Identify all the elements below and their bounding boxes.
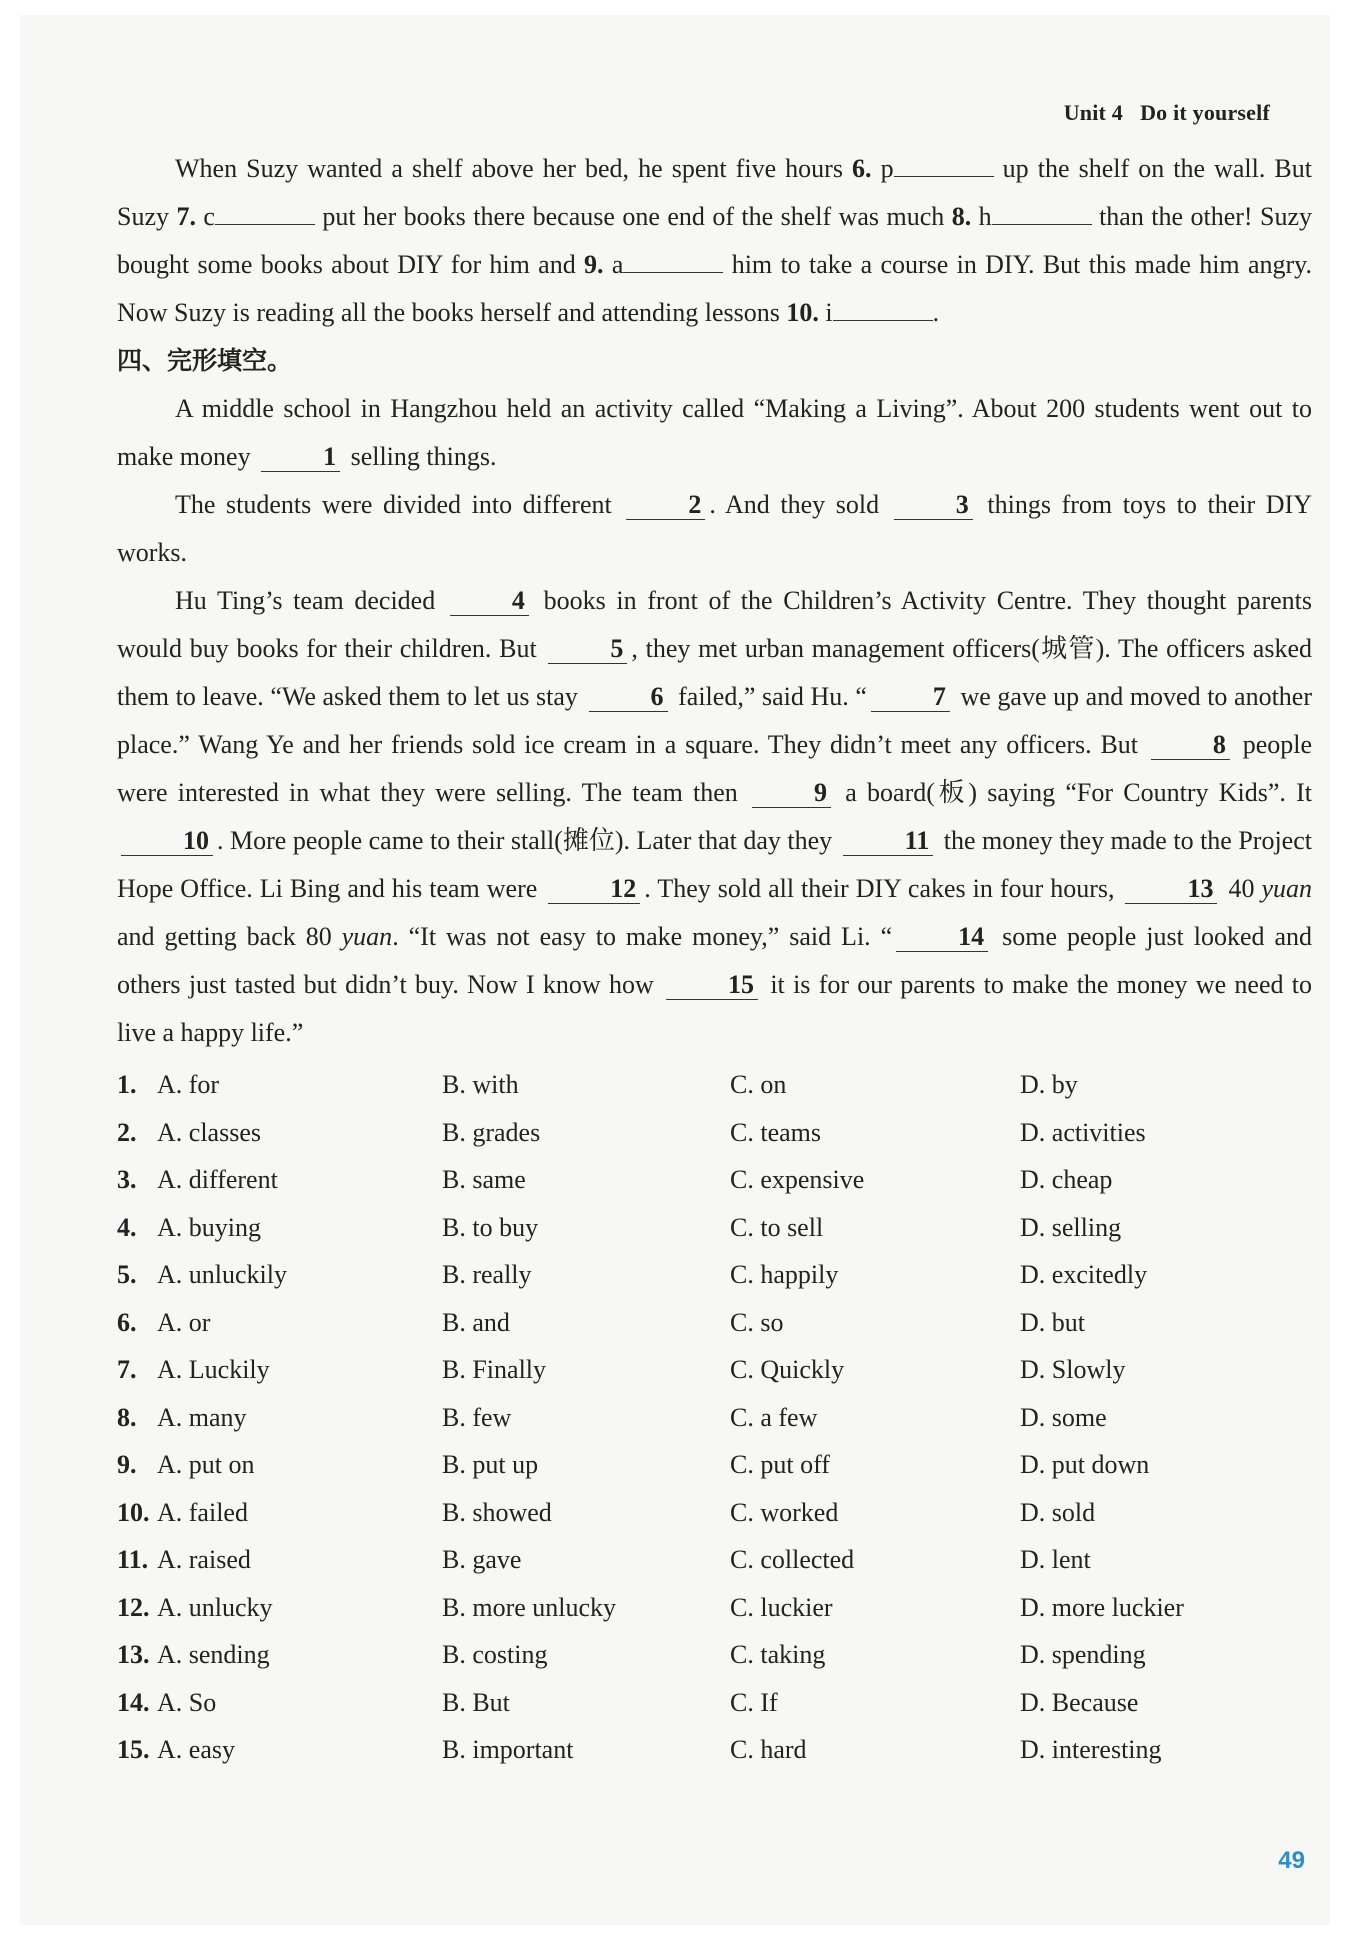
question-number: 2. bbox=[117, 1117, 137, 1147]
question-number: 11. bbox=[117, 1545, 149, 1574]
option-b[interactable]: B. to buy bbox=[442, 1212, 539, 1242]
page-header bbox=[1064, 100, 1270, 126]
answer-options bbox=[117, 1061, 1312, 1774]
option-c[interactable]: C. teams bbox=[730, 1117, 821, 1147]
option-c[interactable]: C. so bbox=[730, 1307, 784, 1337]
cloze-text: Hu Ting’s team decided bbox=[175, 586, 446, 615]
question-number: 15. bbox=[117, 1735, 150, 1764]
option-a[interactable]: A. raised bbox=[157, 1545, 251, 1574]
question-number: 12. bbox=[117, 1592, 150, 1622]
cloze-text: books in front of the Children’s Activity Centre. They thought parents would buy books for their children. But bbox=[117, 586, 1312, 663]
cloze-text: the money they made to the Project Hope Office. Li Bing and his team were bbox=[117, 826, 1312, 903]
blank-letter-6: p bbox=[871, 154, 894, 183]
option-row bbox=[117, 1109, 1312, 1157]
blank-letter-9: a bbox=[603, 250, 624, 279]
option-a[interactable]: A. So bbox=[157, 1687, 217, 1717]
cloze-blank-6[interactable]: 6 bbox=[589, 683, 668, 712]
cloze-text: selling things. bbox=[344, 442, 497, 471]
option-a[interactable]: A. sending bbox=[157, 1640, 270, 1669]
option-a[interactable]: A. different bbox=[157, 1165, 278, 1194]
option-d[interactable]: D. sold bbox=[1020, 1497, 1096, 1527]
option-c[interactable]: C. on bbox=[730, 1070, 787, 1099]
cloze-text: people were interested in what they were selling. The team then bbox=[117, 730, 1313, 807]
cloze-text: a board(板) saying “For Country Kids”. It bbox=[835, 778, 1313, 807]
option-b[interactable]: B. put up bbox=[442, 1450, 539, 1479]
option-c[interactable]: C. luckier bbox=[730, 1592, 833, 1622]
option-a[interactable]: A. failed bbox=[157, 1497, 248, 1527]
cloze-blank-11[interactable]: 11 bbox=[843, 827, 934, 856]
option-c[interactable]: C. taking bbox=[730, 1640, 826, 1669]
cloze-text: . And they sold bbox=[709, 490, 890, 519]
passage-text: than the other! Suzy bought some books about DIY for him and bbox=[117, 202, 1313, 279]
option-row bbox=[117, 1441, 1312, 1489]
option-b[interactable]: B. same bbox=[442, 1165, 526, 1194]
option-row bbox=[117, 1726, 1312, 1774]
option-d[interactable]: D. interesting bbox=[1020, 1735, 1162, 1764]
option-c[interactable]: C. Quickly bbox=[730, 1355, 845, 1384]
option-row bbox=[117, 1061, 1312, 1109]
option-c[interactable]: C. expensive bbox=[730, 1165, 865, 1194]
option-c[interactable]: C. happily bbox=[730, 1260, 839, 1289]
option-d[interactable]: D. Because bbox=[1020, 1687, 1139, 1717]
option-b[interactable]: B. really bbox=[442, 1260, 532, 1289]
option-a[interactable]: A. or bbox=[157, 1307, 211, 1337]
blank-10[interactable] bbox=[833, 294, 933, 321]
blank-8[interactable] bbox=[992, 198, 1092, 225]
option-row bbox=[117, 1631, 1312, 1679]
option-row bbox=[117, 1346, 1312, 1394]
yuan-word: yuan bbox=[1261, 874, 1313, 903]
cloze-paragraph-3 bbox=[117, 577, 1312, 1057]
option-row bbox=[117, 1679, 1312, 1727]
option-d[interactable]: D. spending bbox=[1020, 1640, 1146, 1669]
question-number: 8. bbox=[117, 1402, 137, 1432]
cloze-blank-7[interactable]: 7 bbox=[871, 683, 950, 712]
cloze-blank-14[interactable]: 14 bbox=[896, 923, 988, 952]
option-c[interactable]: C. put off bbox=[730, 1450, 830, 1479]
passage-text: up the shelf on the wall. But Suzy bbox=[117, 154, 1312, 231]
blank-number-7: 7. bbox=[176, 202, 196, 231]
question-number: 3. bbox=[117, 1165, 137, 1194]
option-d[interactable]: D. cheap bbox=[1020, 1165, 1113, 1194]
option-c[interactable]: C. hard bbox=[730, 1735, 807, 1764]
cloze-blank-13[interactable]: 13 bbox=[1125, 875, 1217, 904]
page-number: 49 bbox=[1278, 1847, 1305, 1874]
option-b[interactable]: B. costing bbox=[442, 1640, 548, 1669]
cloze-text: A middle school in Hangzhou held an activity called “Making a Living”. About 200 students went out to make money bbox=[117, 394, 1312, 471]
option-row bbox=[117, 1584, 1312, 1632]
cloze-text: . “It was not easy to make money,” said Li. “ bbox=[392, 922, 893, 951]
cloze-blank-5[interactable]: 5 bbox=[548, 635, 627, 664]
cloze-text: some people just looked and others just tasted but didn’t buy. Now I know how bbox=[117, 922, 1312, 999]
cloze-text: . They sold all their DIY cakes in four hours, bbox=[644, 874, 1122, 903]
option-c[interactable]: C. a few bbox=[730, 1402, 818, 1432]
cloze-text: 40 bbox=[1221, 874, 1262, 903]
option-a[interactable]: A. many bbox=[157, 1402, 247, 1432]
option-b[interactable]: B. few bbox=[442, 1402, 512, 1432]
page-content bbox=[117, 145, 1312, 1774]
option-b[interactable]: B. But bbox=[442, 1687, 510, 1717]
cloze-paragraph-1 bbox=[117, 385, 1312, 481]
cloze-blank-3[interactable]: 3 bbox=[894, 491, 973, 520]
blank-number-9: 9. bbox=[584, 250, 604, 279]
option-c[interactable]: C. If bbox=[730, 1687, 778, 1717]
option-d[interactable]: D. put down bbox=[1020, 1450, 1150, 1479]
option-b[interactable]: B. and bbox=[442, 1307, 510, 1337]
passage-text: him to take a course in DIY. But this made him angry. Now Suzy is reading all the books herself and attending lessons bbox=[117, 250, 1312, 327]
option-a[interactable]: A. classes bbox=[157, 1117, 261, 1147]
passage-text: . bbox=[932, 298, 940, 327]
cloze-text: and getting back 80 bbox=[117, 922, 342, 951]
question-number: 6. bbox=[117, 1307, 137, 1337]
cloze-blank-10[interactable]: 10 bbox=[121, 827, 213, 856]
question-number: 1. bbox=[117, 1070, 137, 1099]
cloze-blank-8[interactable]: 8 bbox=[1151, 731, 1230, 760]
section-title: 四、完形填空。 bbox=[117, 346, 293, 375]
option-c[interactable]: C. worked bbox=[730, 1497, 839, 1527]
question-number: 7. bbox=[117, 1355, 137, 1384]
blank-9[interactable] bbox=[623, 246, 723, 273]
option-row bbox=[117, 1299, 1312, 1347]
cloze-blank-2[interactable]: 2 bbox=[626, 491, 705, 520]
option-b[interactable]: B. important bbox=[442, 1735, 574, 1764]
option-row bbox=[117, 1536, 1312, 1584]
cloze-blank-9[interactable]: 9 bbox=[752, 779, 831, 808]
blank-number-10: 10. bbox=[786, 298, 819, 327]
cloze-blank-1[interactable]: 1 bbox=[261, 443, 340, 472]
cloze-text: , they met urban management officers(城管). The officers asked them to leave. “We asked them to let us stay bbox=[117, 634, 1312, 711]
cloze-blank-15[interactable]: 15 bbox=[666, 971, 758, 1000]
option-d[interactable]: D. excitedly bbox=[1020, 1260, 1148, 1289]
cloze-text: it is for our parents to make the money we need to live a happy life.” bbox=[117, 970, 1312, 1047]
blank-number-6: 6. bbox=[852, 154, 872, 183]
option-b[interactable]: B. more unlucky bbox=[442, 1592, 617, 1622]
question-number: 10. bbox=[117, 1497, 150, 1527]
blank-letter-7: c bbox=[195, 202, 215, 231]
option-c[interactable]: C. collected bbox=[730, 1545, 855, 1574]
option-b[interactable]: B. with bbox=[442, 1070, 519, 1099]
option-d[interactable]: D. lent bbox=[1020, 1545, 1091, 1574]
option-row bbox=[117, 1204, 1312, 1252]
blank-number-8: 8. bbox=[951, 202, 972, 231]
option-a[interactable]: A. unluckily bbox=[157, 1260, 287, 1289]
question-number: 5. bbox=[117, 1260, 137, 1289]
blank-letter-10: i bbox=[818, 298, 833, 327]
option-a[interactable]: A. put on bbox=[157, 1450, 255, 1479]
option-row bbox=[117, 1489, 1312, 1537]
option-b[interactable]: B. showed bbox=[442, 1497, 552, 1527]
workbook-page bbox=[20, 15, 1330, 1925]
cloze-paragraph-2 bbox=[117, 481, 1312, 577]
option-d[interactable]: D. Slowly bbox=[1020, 1355, 1126, 1384]
cloze-text: we gave up and moved to another place.” Wang Ye and her friends sold ice cream in a square. They didn’t meet any officers. But bbox=[117, 682, 1312, 759]
option-row bbox=[117, 1156, 1312, 1204]
question-number: 4. bbox=[117, 1212, 137, 1242]
question-number: 14. bbox=[117, 1687, 150, 1717]
option-b[interactable]: B. grades bbox=[442, 1117, 541, 1147]
option-c[interactable]: C. to sell bbox=[730, 1212, 824, 1242]
option-row bbox=[117, 1394, 1312, 1442]
option-a[interactable]: A. unlucky bbox=[157, 1592, 273, 1622]
passage-text: When Suzy wanted a shelf above her bed, he spent five hours bbox=[175, 154, 853, 183]
cloze-text: things from toys to their DIY works. bbox=[117, 490, 1312, 567]
cloze-text: . More people came to their stall(摊位). Later that day they bbox=[217, 826, 839, 855]
unit-title: Do it yourself bbox=[1140, 100, 1270, 125]
option-row bbox=[117, 1251, 1312, 1299]
option-d[interactable]: D. activities bbox=[1020, 1117, 1146, 1147]
cloze-blank-12[interactable]: 12 bbox=[548, 875, 640, 904]
cloze-blank-4[interactable]: 4 bbox=[450, 587, 529, 616]
option-a[interactable]: A. Luckily bbox=[157, 1355, 270, 1384]
option-d[interactable]: D. selling bbox=[1020, 1212, 1122, 1242]
option-d[interactable]: D. more luckier bbox=[1020, 1592, 1184, 1622]
option-d[interactable]: D. by bbox=[1020, 1070, 1078, 1099]
unit-label: Unit 4 bbox=[1063, 100, 1123, 125]
option-a[interactable]: A. easy bbox=[157, 1735, 235, 1764]
yuan-word: yuan bbox=[341, 922, 393, 951]
cloze-text: The students were divided into different bbox=[175, 490, 623, 519]
option-d[interactable]: D. some bbox=[1020, 1402, 1107, 1432]
blank-6[interactable] bbox=[894, 150, 994, 177]
option-b[interactable]: B. gave bbox=[442, 1545, 522, 1574]
blank-7[interactable] bbox=[215, 198, 315, 225]
cloze-text: failed,” said Hu. “ bbox=[671, 682, 867, 711]
option-a[interactable]: A. buying bbox=[157, 1212, 261, 1242]
passage-text: put her books there because one end of the shelf was much bbox=[314, 202, 952, 231]
option-d[interactable]: D. but bbox=[1020, 1307, 1085, 1337]
passage-fill-in bbox=[117, 145, 1312, 337]
question-number: 9. bbox=[117, 1450, 137, 1479]
question-number: 13. bbox=[117, 1640, 150, 1669]
option-a[interactable]: A. for bbox=[157, 1070, 220, 1099]
option-b[interactable]: B. Finally bbox=[442, 1355, 547, 1384]
blank-letter-8: h bbox=[971, 202, 992, 231]
